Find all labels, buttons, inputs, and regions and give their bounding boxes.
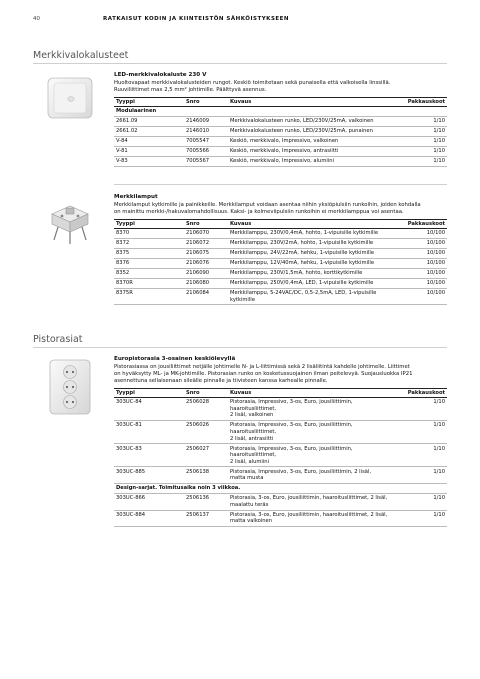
col-type: Tyyppi (114, 220, 184, 229)
col-snro: Snro (184, 220, 228, 229)
table-row: 303UC-81 2506026 Pistorasia, Impressivo, 3-os, Euro, jousiliittimin, haaroitusliittimet, 2 lisäl, antrasiitti 1/10 (114, 421, 447, 444)
col-pack: Pakkauskoot (395, 98, 447, 107)
block-led-indicator (114, 72, 447, 167)
triple-socket-image (42, 356, 98, 418)
running-header: RATKAISUT KODIN JA KIINTEISTÖN SÄHKÖISTYKSEEN (103, 16, 290, 22)
col-snro: Snro (184, 98, 228, 107)
col-type: Tyyppi (114, 98, 184, 107)
led-indicator-image (42, 72, 98, 122)
table-subheader-row: Modulaarinen (114, 107, 447, 117)
block-euro-socket (114, 356, 447, 527)
table-row: V-84 7005547 Keskiö, merkkivalo, Impressivo, valkoinen 1/10 (114, 136, 447, 146)
table-row: 8375 2106075 Merkkilamppu, 24V/22mA, hehku, 1-vipuisille kytkimille 10/100 (114, 248, 447, 258)
table-row: 303UC-866 2506136 Pistorasia, 3-os, Euro, jousiliittimin, haaroitusliittimet, 2 lisäl, maalattu teräs 1/10 (114, 494, 447, 511)
section-heading-pistorasiat: Pistorasiat (33, 334, 83, 345)
table-subheader-row: Design-sarjat. Toimitusaika noin 3 viikkoa. (114, 484, 447, 494)
product-table (114, 97, 447, 167)
table-row: 303UC-884 2506137 Pistorasia, 3-os, Euro, jousiliittimin, haaroitusliittimet, 2 lisäl, matta valkoinen 1/10 (114, 510, 447, 527)
table-row: 8375R 2106084 Merkkilamppu, 5-24VAC/DC, 0,5-2,5mA, LED, 1-vipuisille kytkimille 10/100 (114, 288, 447, 305)
block-description: Pistorasiassa on jousiliittimet netjälle johtimelle N- ja L-liittimissä sekä 2 lisäliitintä kahdelle johtimelle. Liittimet on hyväksytty ML- ja MK-johtimille. Pistorasian runko on kosketussuojainen ilman peitelevyä. Suojausluokka IP21 asennettuna sellaisenaan sileälle pinnalle ja tiivisteen kanssa karhealle pinnalle. (114, 364, 413, 384)
table-row: 303UC-83 2506027 Pistorasia, Impressivo, 3-os, Euro, jousiliittimin, haaroitusliittimet, 2 lisäl, alumiini 1/10 (114, 444, 447, 467)
table-row: 2661.02 2146010 Merkkivalokalusteen runko, LED/230V/25mA, punainen 1/10 (114, 126, 447, 136)
section-heading-merkkivalokalusteet: Merkkivalokalusteet (33, 50, 129, 61)
block-divider (114, 184, 447, 185)
col-pack: Pakkauskoot (395, 220, 447, 229)
block-indicator-lamps (114, 194, 447, 305)
table-row: 303UC-885 2506138 Pistorasia, Impressivo, 3-os, Euro, jousiliittimin, 2 lisäl, matta musta 1/10 (114, 467, 447, 484)
table-row: 8370R 2106080 Merkkilamppu, 250V/0,4mA, LED, 1-vipuisille kytkimille 10/100 (114, 278, 447, 288)
section-rule (33, 347, 447, 348)
block-title: Merkkilamput (114, 194, 158, 200)
col-snro: Snro (184, 389, 228, 398)
col-pack: Pakkauskoot (395, 389, 447, 398)
block-description: Merkkilamput kytkimille ja painikkeille. Merkkilamput voidaan asentaa niihin yksiöpiulsiin runkoihin, joiden kohdalla on mainittu merkki-/hakuvalomahdollisuus. Kaksi- ja kolmeviipulsiin runkoihin ei merkkilamppua voi asentaa. (114, 202, 421, 215)
block-title: Europistorasia 3-osainen keskiölevyllä (114, 356, 236, 362)
block-title: LED-merkkivalokaluste 230 V (114, 72, 207, 78)
section-rule (33, 63, 447, 64)
product-table (114, 219, 447, 305)
table-row: 303UC-84 2506028 Pistorasia, Impressivo, 3-os, Euro, jousiliittimin, haaroitusliittimet, 2 lisäl, valkoinen 1/10 (114, 398, 447, 421)
table-row: 8376 2106076 Merkkilamppu, 12V/40mA, hehku, 1-vipuisille kytkimille 10/100 (114, 258, 447, 268)
table-row: 2661.09 2146009 Merkkivalokalusteen runko, LED/230V/25mA, valkoinen 1/10 (114, 116, 447, 126)
table-row: 8372 2106072 Merkkilamppu, 230V/2mA, hohto, 1-vipuisille kytkimille 10/100 (114, 238, 447, 248)
table-row: 8370 2106070 Merkkilamppu, 230V/0,4mA, hohto, 1-vipuisille kytkimille 10/100 (114, 229, 447, 239)
block-description: Huoltovapaat merkkivalokalusteiden rungot. Keskiö toimitetaan sekä punaisella että valkoisella linssillä. Ruuviliittimet max 2,5 mm² johtimille. Päälttyvä asennus. (114, 80, 391, 93)
indicator-lamp-image (42, 194, 98, 248)
col-description: Kuvaus (228, 220, 395, 229)
table-row: 8352 2106090 Merkkilamppu, 230V/1,5mA, hohto, korttikytkimille 10/100 (114, 268, 447, 278)
table-row: V-83 7005567 Keskiö, merkkivalo, Impressivo, alumiini 1/10 (114, 156, 447, 166)
page-number: 40 (33, 16, 40, 22)
col-description: Kuvaus (228, 389, 395, 398)
col-description: Kuvaus (228, 98, 395, 107)
product-table (114, 388, 447, 527)
table-row: V-81 7005566 Keskiö, merkkivalo, Impressivo, antrasiitti 1/10 (114, 146, 447, 156)
col-type: Tyyppi (114, 389, 184, 398)
